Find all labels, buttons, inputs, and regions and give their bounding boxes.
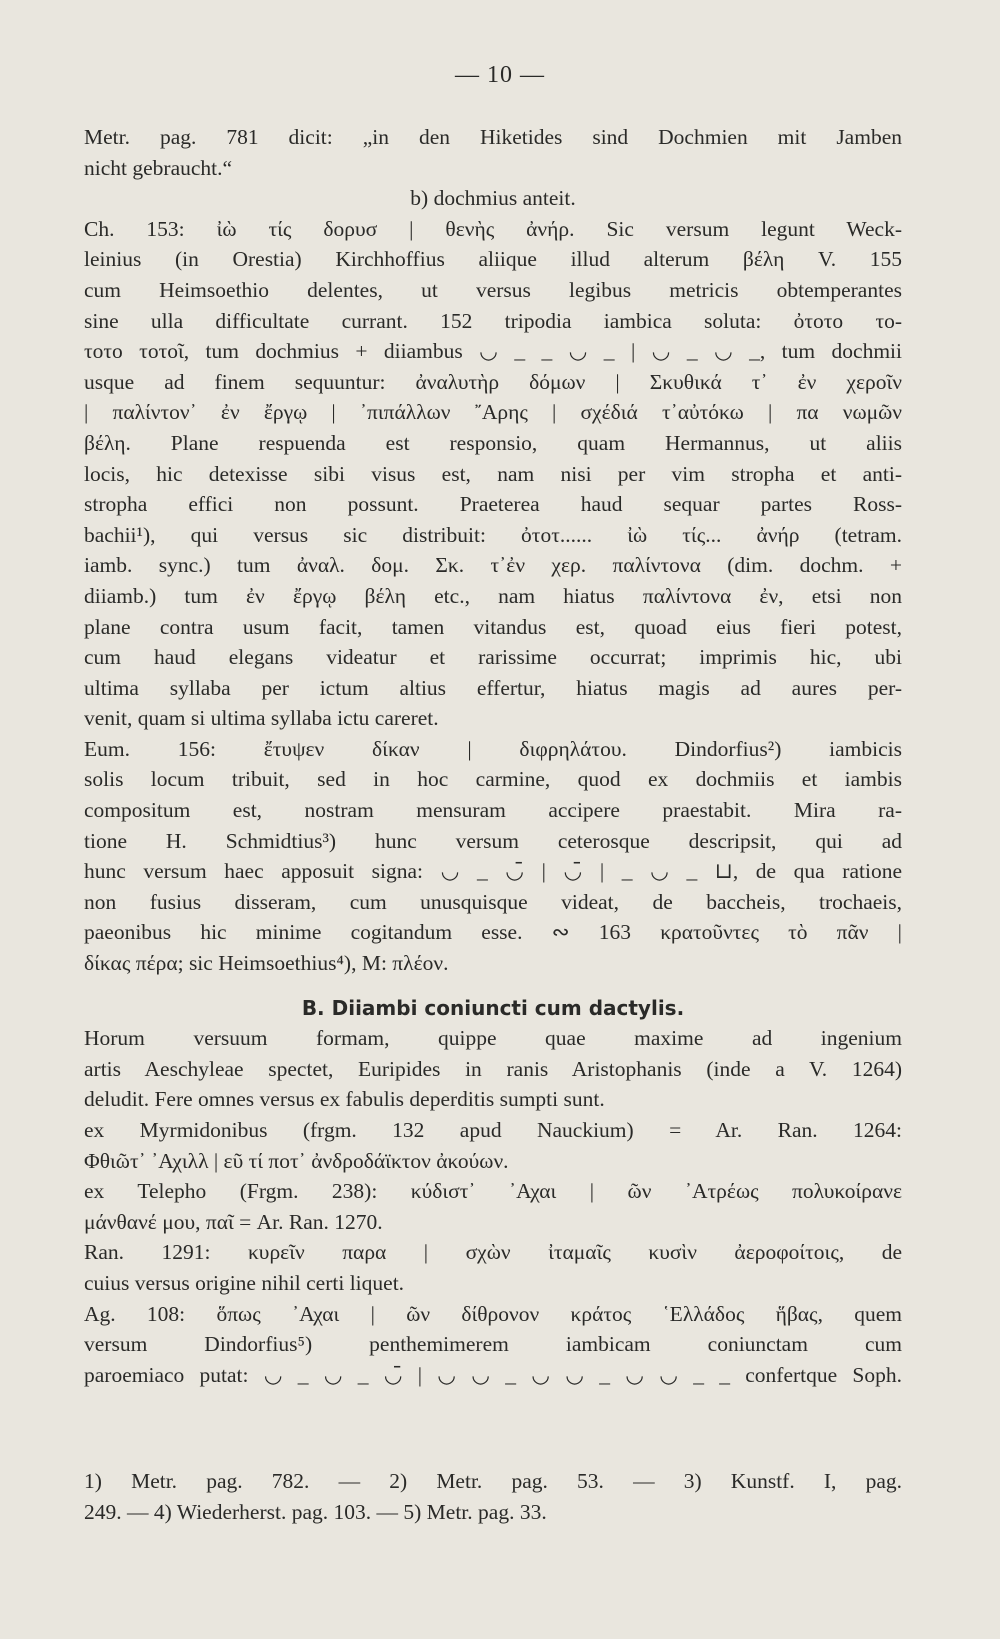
text-line: bachii¹), qui versus sic distribuit: ὀτοτ...... ἰὼ τίς... ἀνήρ (tetram. (84, 522, 902, 547)
text-line: venit, quam si ultima syllaba ictu careret. (84, 706, 439, 731)
text-line: artis Aeschyleae spectet, Euripides in ranis Aristophanis (inde a V. 1264) (84, 1056, 902, 1081)
text-line: | παλίντον᾽ ἐν ἔργῳ | ᾽πιπάλλων ῎Αρης | σχέδιά τ᾽αὐτόκω | πα νωμῶν (84, 400, 902, 425)
text-line: δίκας πέρα; sic Heimsoethius⁴), M: πλέον. (84, 951, 449, 976)
text-line: diiamb.) tum ἐν ἔργῳ βέλη etc., nam hiatus παλίντονα ἐν, etsi non (84, 583, 902, 608)
text-line: Metr. pag. 781 dicit: „in den Hiketides sind Dochmien mit Jamben (84, 125, 902, 149)
text-line: βέλη. Plane respuenda est responsio, quam Hermannus, ut aliis (84, 430, 902, 455)
footnote-line: 249. — 4) Wiederherst. pag. 103. — 5) Metr. pag. 33. (84, 1499, 547, 1524)
text-line: cuius versus origine nihil certi liquet. (84, 1270, 405, 1295)
text-line: Ch. 153: ἰὼ τίς δορυσ | θενὴς ἀνήρ. Sic versum legunt Weck- (84, 216, 902, 241)
text-line: cum haud elegans videatur et rarissime occurrat; imprimis hic, ubi (84, 645, 902, 670)
footnotes (84, 1466, 902, 1527)
text-line: non fusius disseram, cum unusquisque videat, de baccheis, trochaeis, (84, 889, 902, 914)
text-line: deludit. Fere omnes versus ex fabulis deperditis sumpti sunt. (84, 1087, 605, 1112)
text-line: Ran. 1291: κυρεῖν παρα | σχὼν ἰταμαῖς κυσὶν ἀεροφοίτοις, de (84, 1240, 902, 1265)
text-line: ex Myrmidonibus (frgm. 132 apud Nauckium) = Ar. Ran. 1264: (84, 1118, 902, 1142)
text-line: compositum est, nostram mensuram accipere praestabit. Mira ra- (84, 798, 902, 823)
text-line: Φθιῶτ᾽ ᾽Αχιλλ | εῦ τί ποτ᾽ ἀνδροδάϊκτον ἀκούων. (84, 1148, 509, 1173)
text-line: paroemiaco putat: ◡ _ ◡ _ ◡̄ | ◡ ◡ _ ◡ ◡ _ ◡ ◡ _ _ confertque Soph. (84, 1362, 902, 1387)
text-line: plane contra usum facit, tamen vitandus est, quoad eius fieri potest, (84, 614, 902, 639)
text-line: tione H. Schmidtius³) hunc versum ceterosque descripsit, qui ad (84, 828, 902, 853)
text-line: locis, hic detexisse sibi visus est, nam nisi per vim stropha et anti- (84, 461, 902, 486)
body-text (84, 122, 902, 1390)
text-line: Horum versuum formam, quippe quae maxime ad ingenium (84, 1026, 902, 1051)
text-line: sine ulla difficultate currant. 152 tripodia iambica soluta: ὀτοτο το- (84, 308, 902, 333)
text-line: Ag. 108: ὅπως ᾽Αχαι | ῶν δίθρονον κράτος ῾Ελλάδος ἥβας, quem (84, 1301, 902, 1326)
text-line: ex Telepho (Frgm. 238): κύδιστ᾽ ᾽Αχαι | ῶν ᾽Ατρέως πολυκοίρανε (84, 1179, 902, 1204)
text-line: stropha effici non possunt. Praeterea haud sequar partes Ross- (84, 492, 902, 517)
page-number: — 10 — (455, 62, 545, 88)
section-heading: B. Diiambi coniuncti cum dactylis. (301, 995, 685, 1020)
text-line: cum Heimsoethio delentes, ut versus legibus metricis obtemperantes (84, 277, 902, 302)
text-line: versum Dindorfius⁵) penthemimerem iambicam coniunctam cum (84, 1332, 902, 1357)
text-line: solis locum tribuit, sed in hoc carmine, quod ex dochmiis et iambis (84, 767, 902, 792)
text-line: leinius (in Orestia) Kirchhoffius aliique illud alterum βέλη V. 155 (84, 247, 902, 272)
text-line: hunc versum haec apposuit signa: ◡ _ ◡̄ | ◡̄ | _ ◡ _ ⊔, de qua ratione (84, 859, 902, 884)
text-line: paeonibus hic minime cogitandum esse. ∾ 163 κρατοῦντες τὸ πᾶν | (84, 920, 902, 945)
text-line: ultima syllaba per ictum altius effertur, hiatus magis ad aures per- (84, 675, 902, 700)
text-line: μάνθανέ μου, παῖ = Ar. Ran. 1270. (84, 1209, 383, 1234)
text-line: usque ad finem sequuntur: ἀναλυτὴρ δόμων | Σκυθικά τ᾽ ἐν χεροῖν (84, 369, 902, 394)
footnote-line: 1) Metr. pag. 782. — 2) Metr. pag. 53. — 3) Kunstf. I, pag. (84, 1469, 902, 1493)
text-line: b) dochmius anteit. (410, 186, 576, 211)
text-line: τοτο τοτοῖ, tum dochmius + diiambus ◡ _ _ ◡ _ | ◡ _ ◡ _, tum dochmii (84, 339, 902, 364)
text-line: Eum. 156: ἔτυψεν δίκαν | διφρηλάτου. Dindorfius²) iambicis (84, 736, 902, 761)
text-line: iamb. sync.) tum ἀναλ. δομ. Σκ. τ᾽ἐν χερ. παλίντονα (dim. dochm. + (84, 553, 902, 578)
text-line: nicht gebraucht.“ (84, 155, 233, 180)
